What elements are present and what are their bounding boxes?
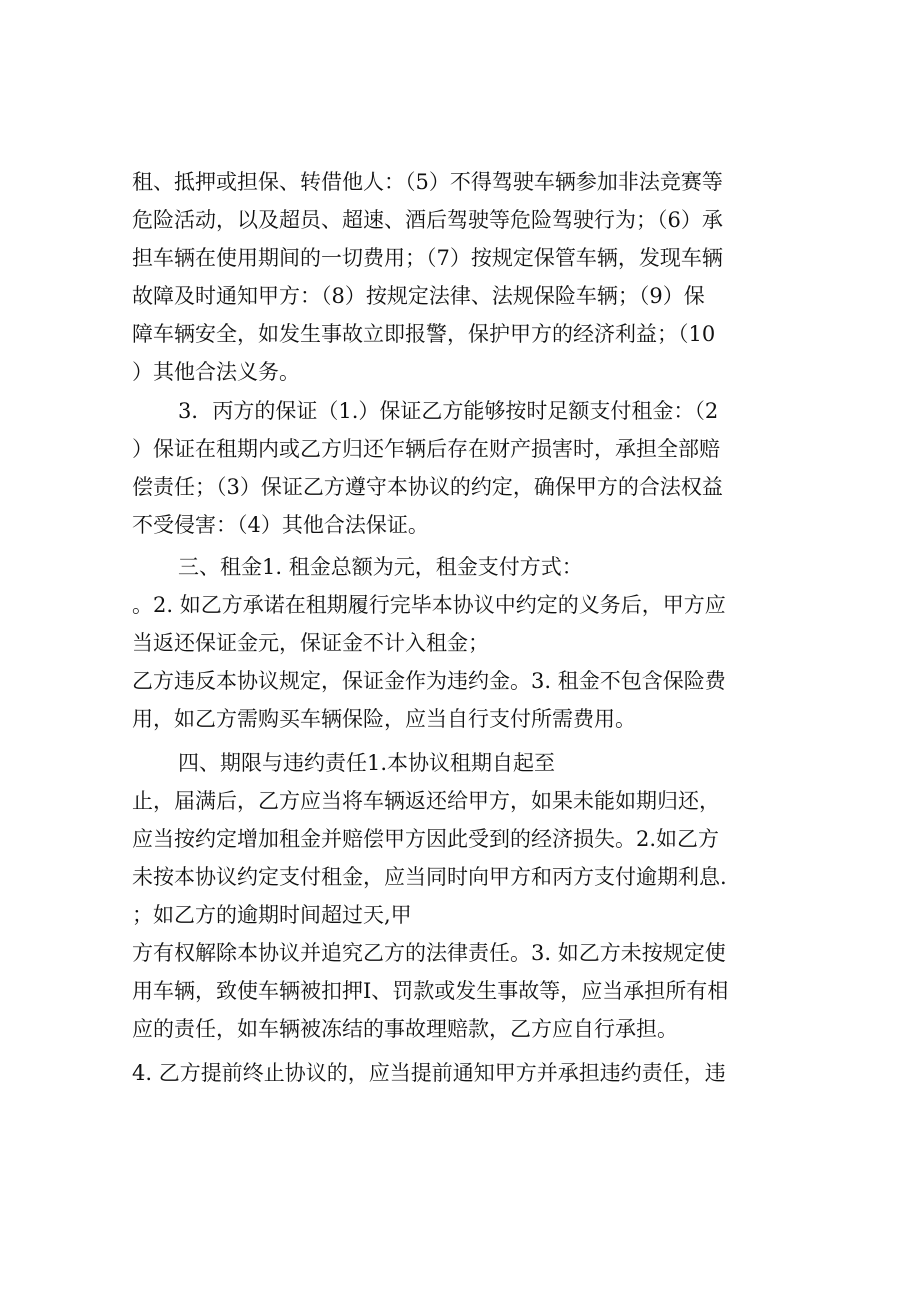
text-line: 危险活动，以及超员、超速、酒后驾驶等危险驾驶行为；（6）承 <box>132 208 723 232</box>
text-line: 租、抵押或担保、转借他人：（5）不得驾驶车辆参加非法竞赛等 <box>132 170 723 194</box>
text-line: ；如乙方的逾期时间超过天,甲 <box>132 903 412 927</box>
text-line: 应的责任，如车辆被冻结的事故理赔款，乙方应自行承担。 <box>132 1017 678 1041</box>
text-line: 3．丙方的保证（1.）保证乙方能够按时足额支付租金：（2 <box>178 399 719 423</box>
paragraph-renter-obligations <box>132 163 792 391</box>
paragraph-guarantor-warranty <box>132 392 792 544</box>
text-line: 应当按约定增加租金并赔偿甲方因此受到的经济损失。2.如乙方 <box>132 827 720 851</box>
text-line: 四、期限与违约责任1.本协议租期自起至 <box>178 751 556 775</box>
text-line: 4. 乙方提前终止协议的，应当提前通知甲方并承担违约责任，违 <box>132 1061 726 1085</box>
text-line: 偿责任；（3）保证乙方遵守本协议的约定，确保甲方的合法权益 <box>132 475 723 499</box>
text-line: 三、租金1. 租金总额为元，租金支付方式： <box>178 555 583 579</box>
text-line: 。2. 如乙方承诺在租期履行完毕本协议中约定的义务后，甲方应 <box>132 593 726 617</box>
text-line: ）其他合法义务。 <box>132 360 300 384</box>
text-line: 障车辆安全，如发生事故立即报警，保护甲方的经济利益；（10 <box>132 322 716 346</box>
text-line: 担车辆在使用期间的一切费用；（7）按规定保管车辆，发现车辆 <box>132 246 723 270</box>
text-line: 故障及时通知甲方：（8）按规定法律、法规保险车辆；（9）保 <box>132 284 705 308</box>
text-line: 止，届满后，乙方应当将车辆返还给甲方，如果未能如期归还， <box>132 789 720 813</box>
paragraph-rent <box>132 548 792 738</box>
paragraph-early-termination <box>132 1054 792 1092</box>
text-line: 乙方违反本协议规定，保证金作为违约金。3. 租金不包含保险费 <box>132 669 726 693</box>
text-line: 方有权解除本协议并追究乙方的法律责任。3. 如乙方未按规定使 <box>132 941 726 965</box>
text-line: 不受侵害：（4）其他合法保证。 <box>132 513 429 537</box>
text-line: 当返还保证金元，保证金不计入租金； <box>132 631 489 655</box>
text-line: 用车辆，致使车辆被扣押I、罚款或发生事故等，应当承担所有相 <box>132 979 729 1003</box>
text-line: 用，如乙方需购买车辆保险，应当自行支付所需费用。 <box>132 707 636 731</box>
paragraph-term-and-liability <box>132 744 792 1048</box>
text-line: 未按本协议约定支付租金，应当同时向甲方和丙方支付逾期利息. <box>132 865 727 889</box>
text-line: ）保证在租期内或乙方归还乍辆后存在财产损害时，承担全部赔 <box>132 437 720 461</box>
